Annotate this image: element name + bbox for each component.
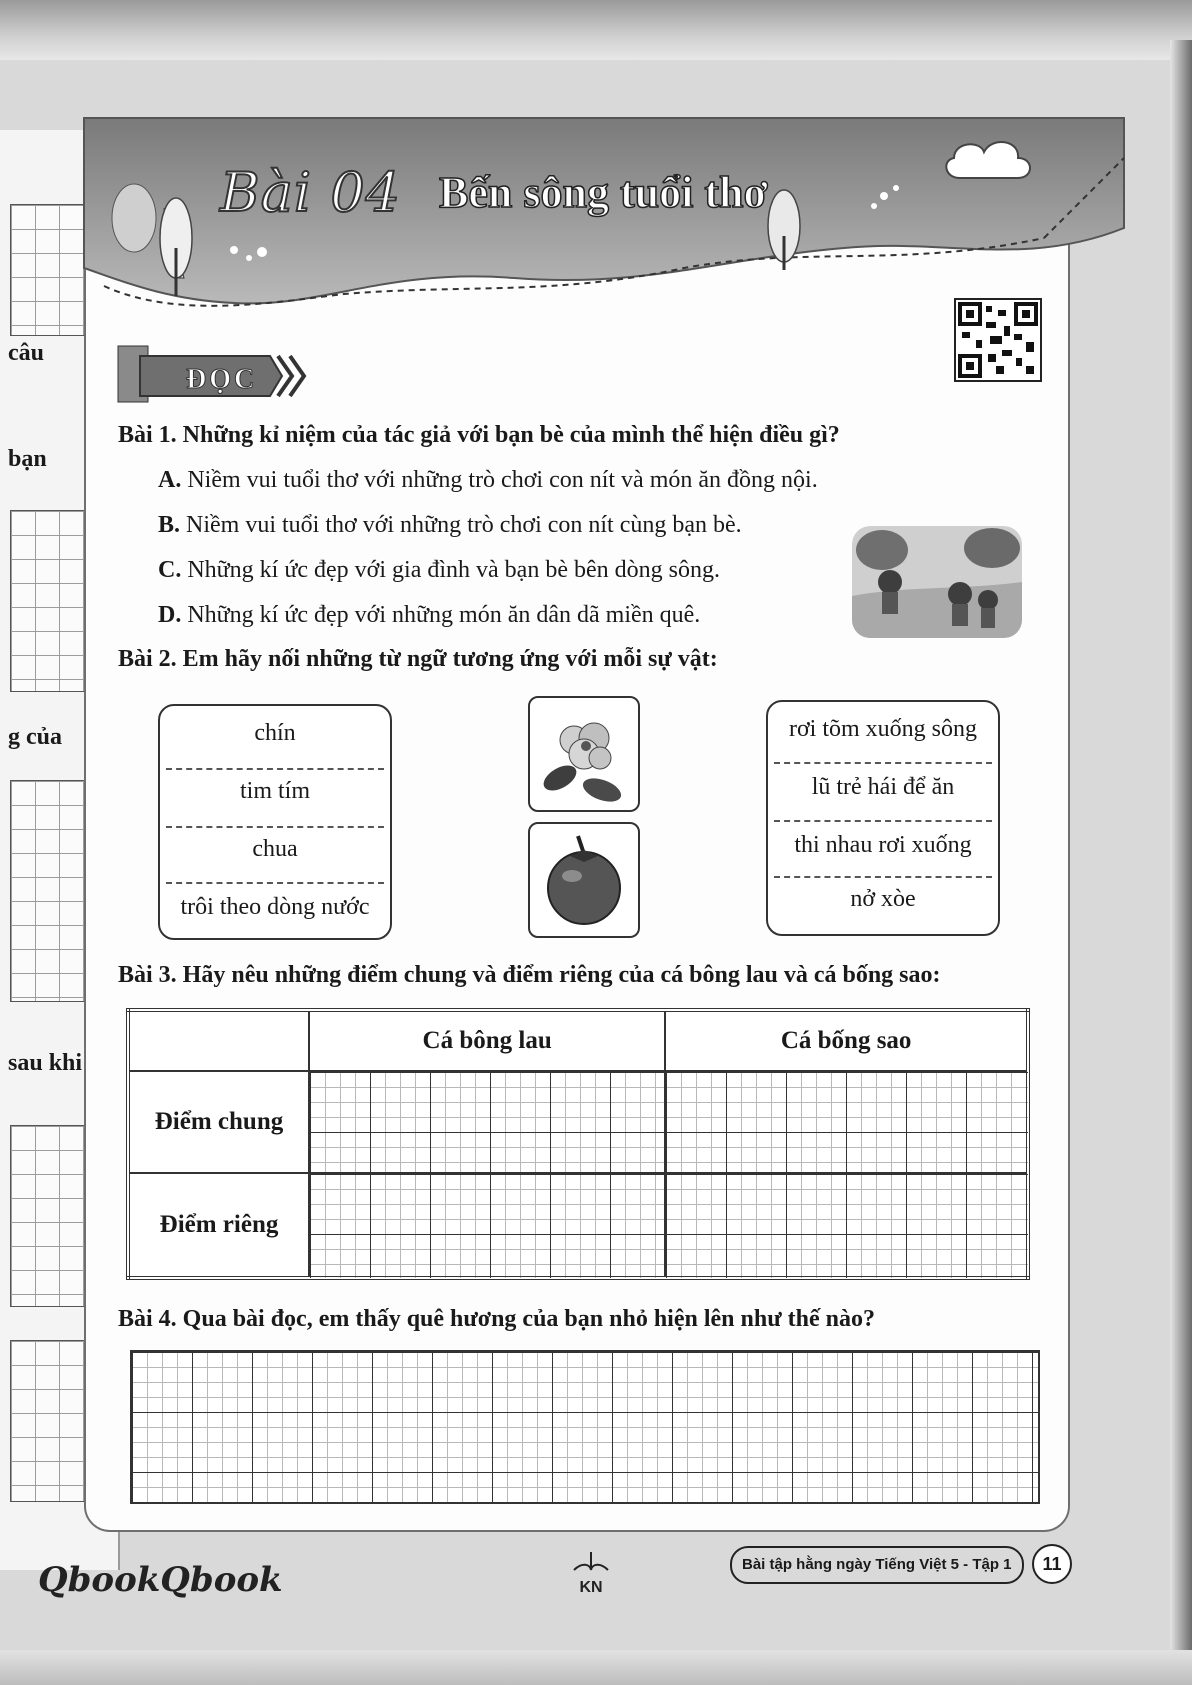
publisher-logo: QbookQbook: [38, 1560, 283, 1600]
answer-cell[interactable]: [665, 1173, 1028, 1278]
flower-picture[interactable]: [528, 696, 640, 812]
left-fragment: bạn: [8, 446, 47, 472]
column-header: Cá bông lau: [309, 1010, 665, 1071]
q4-prompt: Bài 4. Qua bài đọc, em thấy quê hương của bạn nhỏ hiện lên như thế nào?: [118, 1306, 875, 1332]
answer-cell[interactable]: [665, 1071, 1028, 1173]
option-text: Niềm vui tuổi thơ với những trò chơi con nít và món ăn đồng nội.: [187, 467, 818, 493]
divider: [166, 768, 384, 770]
section-label: ĐỌC: [186, 364, 258, 395]
column-header: Cá bống sao: [665, 1010, 1028, 1071]
book-mark-icon: [566, 1548, 616, 1598]
center-mark-text: KN: [579, 1579, 603, 1596]
q2-prompt: Bài 2. Em hãy nối những từ ngữ tương ứng với mỗi sự vật:: [118, 646, 718, 672]
word-item[interactable]: chua: [252, 836, 298, 862]
q1-option-d[interactable]: [158, 602, 700, 629]
word-item[interactable]: lũ trẻ hái để ăn: [811, 774, 955, 800]
row-label: Điểm riêng: [128, 1173, 309, 1278]
children-scene-illustration: [852, 526, 1022, 638]
word-item[interactable]: chín: [254, 720, 296, 746]
answer-cell[interactable]: [309, 1071, 665, 1173]
word-item[interactable]: nở xòe: [850, 886, 916, 912]
word-item[interactable]: rơi tõm xuống sông: [788, 716, 978, 742]
word-item[interactable]: trôi theo dòng nước: [180, 894, 370, 920]
divider: [166, 882, 384, 884]
table-corner: [128, 1010, 309, 1071]
scan-edge-bottom: [0, 1650, 1192, 1685]
option-letter: D.: [158, 602, 182, 628]
option-letter: B.: [158, 512, 181, 538]
left-fragment: câu: [8, 340, 44, 366]
fruit-picture[interactable]: [528, 822, 640, 938]
option-letter: C.: [158, 557, 182, 583]
comparison-table: [126, 1008, 1030, 1280]
lesson-number: Bài 04: [220, 160, 402, 224]
book-title: Bài tập hằng ngày Tiếng Việt 5 - Tập 1: [730, 1546, 1024, 1584]
divider: [166, 826, 384, 828]
q1-prompt: Bài 1. Những kỉ niệm của tác giả với bạn bè của mình thể hiện điều gì?: [118, 422, 840, 448]
page-number: 11: [1032, 1544, 1072, 1584]
banner-title: [220, 152, 920, 232]
right-word-box: [766, 700, 1000, 936]
scan-edge-right: [1170, 40, 1192, 1685]
row-label: Điểm chung: [128, 1071, 309, 1173]
divider: [774, 820, 992, 822]
scan-edge-top: [0, 0, 1192, 60]
answer-cell[interactable]: [309, 1173, 665, 1278]
divider: [774, 876, 992, 878]
left-fragment: sau khi: [8, 1050, 83, 1076]
q1-option-a[interactable]: [158, 467, 818, 494]
q1-option-c[interactable]: [158, 557, 720, 584]
left-word-box: [158, 704, 392, 940]
left-fragment: g của: [8, 724, 62, 750]
answer-writing-grid[interactable]: [130, 1350, 1040, 1504]
lesson-title: Bến sông tuổi thơ: [439, 167, 768, 217]
divider: [774, 762, 992, 764]
q3-prompt: Bài 3. Hãy nêu những điểm chung và điểm riêng của cá bông lau và cá bống sao:: [118, 962, 941, 988]
option-text: Những kí ức đẹp với những món ăn dân dã miền quê.: [187, 602, 701, 628]
word-item[interactable]: thi nhau rơi xuống: [794, 832, 972, 858]
qr-code[interactable]: [954, 298, 1042, 382]
q1-option-b[interactable]: [158, 512, 742, 539]
option-letter: A.: [158, 467, 182, 493]
option-text: Những kí ức đẹp với gia đình và bạn bè bên dòng sông.: [187, 557, 720, 583]
option-text: Niềm vui tuổi thơ với những trò chơi con nít cùng bạn bè.: [186, 512, 742, 538]
word-item[interactable]: tim tím: [239, 778, 310, 804]
